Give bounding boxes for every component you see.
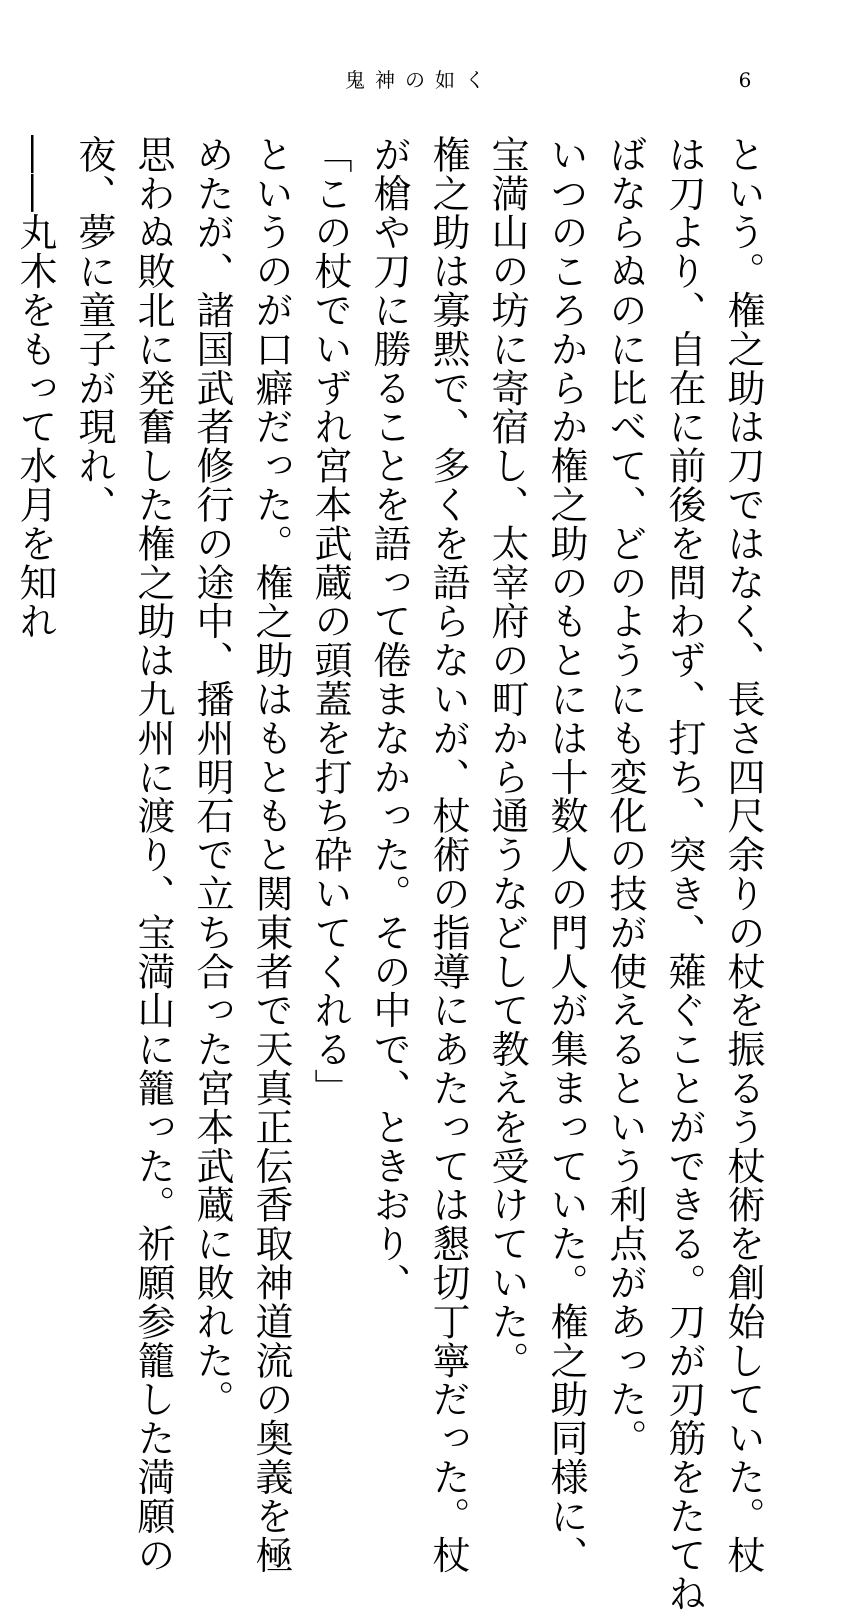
running-title: 鬼神の如く bbox=[345, 68, 495, 92]
body-text bbox=[13, 135, 772, 1613]
text-line: 夜、夢に童子が現れ、 bbox=[72, 135, 116, 524]
text-line: いつのころからか権之助のもとには十数人の門人が集まっていた。権之助同様に、 bbox=[544, 135, 588, 1575]
text-line: 「この杖でいずれ宮本武蔵の頭蓋を打ち砕いてくれる」 bbox=[308, 135, 352, 1108]
text-line: 思わぬ敗北に発奮した権之助は九州に渡り、宝満山に籠った。祈願参籠した満願の bbox=[131, 135, 175, 1575]
text-line: は刀より、自在に前後を問わず、打ち、突き、薙ぐことができる。刀が刃筋をたてね bbox=[662, 135, 706, 1613]
text-line: めたが、諸国武者修行の途中、播州明石で立ち合った宮本武蔵に敗れた。 bbox=[190, 135, 234, 1419]
text-line: というのが口癖だった。権之助はもともと関東者で天真正伝香取神道流の奥義を極 bbox=[249, 135, 293, 1575]
text-line: ばならぬのに比べて、どのようにも変化の技が使えるという利点があった。 bbox=[603, 135, 647, 1458]
text-line: 宝満山の坊に寄宿し、太宰府の町から通うなどして教えを受けていた。 bbox=[485, 135, 529, 1380]
page-number: 6 bbox=[738, 68, 752, 92]
text-line: が槍や刀に勝ることを語って倦まなかった。その中で、ときおり、 bbox=[367, 135, 411, 1302]
text-line bbox=[0, 135, 5, 1145]
text-line: という。権之助は刀ではなく、長さ四尺余りの杖を振るう杖術を創始していた。杖 bbox=[721, 135, 765, 1575]
text-line: 権之助は寡黙で、多くを語らないが、杖術の指導にあたっては懇切丁寧だった。杖 bbox=[426, 135, 470, 1575]
text-line: ――丸木をもって水月を知れ bbox=[13, 135, 57, 641]
